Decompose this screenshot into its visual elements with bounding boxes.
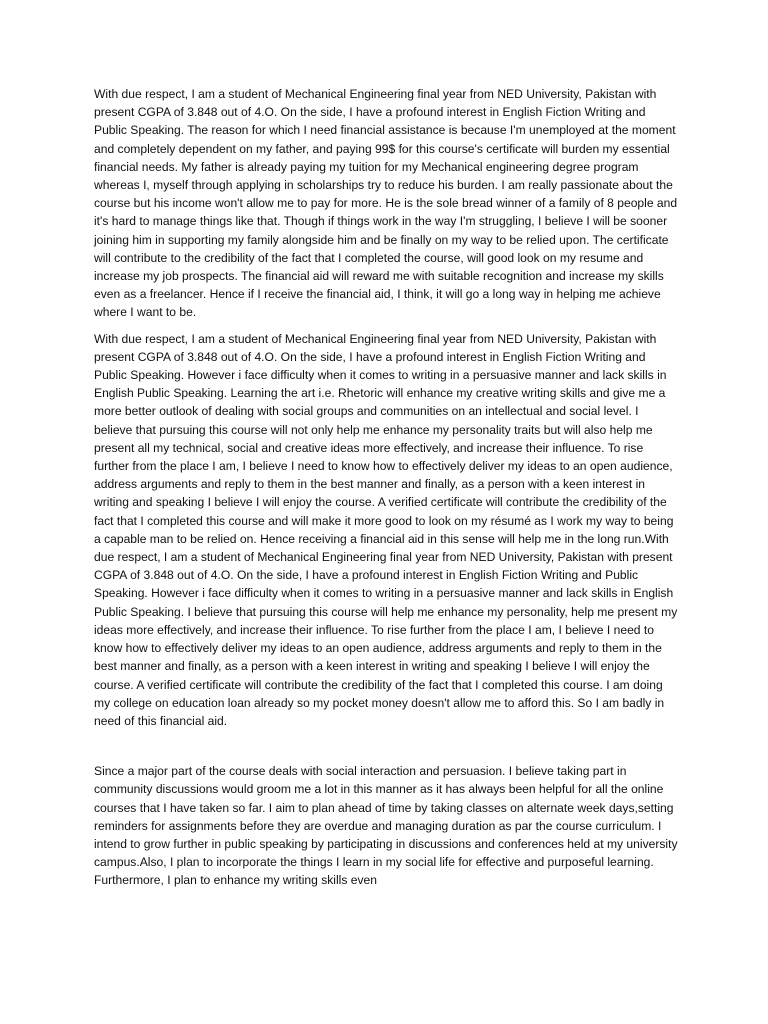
paragraph-learning-plan: Since a major part of the course deals with social interaction and persuasion. I believe taking part in community discussions would groom me a lot in this manner as it has always been helpful for all the online courses that I have taken so far. I aim to plan ahead of time by taking classes on alternate week days,setting reminders for assignments before they are overdue and managing duration as par the course curriculum. I intend to grow further in public speaking by participating in discussions and conferences held at my university campus.Also, I plan to incorporate the things I learn in my social life for effective and purposeful learning. Furthermore, I plan to enhance my writing skills even	[94, 764, 678, 888]
paragraph-course-motivation: With due respect, I am a student of Mechanical Engineering final year from NED University, Pakistan with present CGPA of 3.848 out of 4.O. On the side, I have a profound interest in English Fiction Writing and Public Speaking. However i face difficulty when it comes to writing in a persuasive manner and lack skills in English Public Speaking. Learning the art i.e. Rhetoric will enhance my creative writing skills and give me a more better outlook of dealing with social groups and communities on an intellectual and social level. I believe that pursuing this course will not only help me enhance my personality traits but will also help me present all my technical, social and creative ideas more effectively, and increase their influence. To rise further from the place I am, I believe I need to know how to effectively deliver my ideas to an open audience, address arguments and reply to them in the best manner and finally, as a person with a keen interest in writing and speaking I believe I will enjoy the course. A verified certificate will contribute the credibility of the fact that I completed this course and will make it more good to look on my résumé as I work my way to being a capable man to be relied on. Hence receiving a financial aid in this sense will help me in the long run.With due respect, I am a student of Mechanical Engineering final year from NED University, Pakistan with present CGPA of 3.848 out of 4.O. On the side, I have a profound interest in English Fiction Writing and Public Speaking. However i face difficulty when it comes to writing in a persuasive manner and lack skills in English Public Speaking. I believe that pursuing this course will help me enhance my personality, help me present my ideas more effectively, and increase their influence. To rise further from the place I am, I believe I need to know how to effectively deliver my ideas to an open audience, address arguments and reply to them in the best manner and finally, as a person with a keen interest in writing and speaking I believe I will enjoy the course. A verified certificate will contribute the credibility of the fact that I completed this course. I am doing my college on education loan already so my pocket money doesn't allow me to afford this. So I am badly in need of this financial aid.	[94, 331, 678, 728]
paragraph-financial-need: With due respect, I am a student of Mechanical Engineering final year from NED University, Pakistan with present CGPA of 3.848 out of 4.O. On the side, I have a profound interest in English Fiction Writing and Public Speaking. The reason for which I need financial assistance is because I'm unemployed at the moment and completely dependent on my father, and paying 99$ for this course's certificate will burden my essential financial needs. My father is already paying my tuition for my Mechanical engineering degree program whereas I, myself through applying in scholarships try to reduce his burden. I am really passionate about the course but his income won't allow me to pay for more. He is the sole bread winner of a family of 8 people and it's hard to manage things like that. Though if things work in the way I'm struggling, I believe I will be sooner joining him in supporting my family alongside him and be finally on my way to be relied upon. The certificate will contribute to the credibility of the fact that I completed the course, will good look on my resume and increase my job prospects. The financial aid will reward me with suitable recognition and increase my skills even as a freelancer. Hence if I receive the financial aid, I think, it will go a long way in helping me achieve where I want to be.	[94, 87, 678, 320]
document-body	[94, 85, 680, 890]
